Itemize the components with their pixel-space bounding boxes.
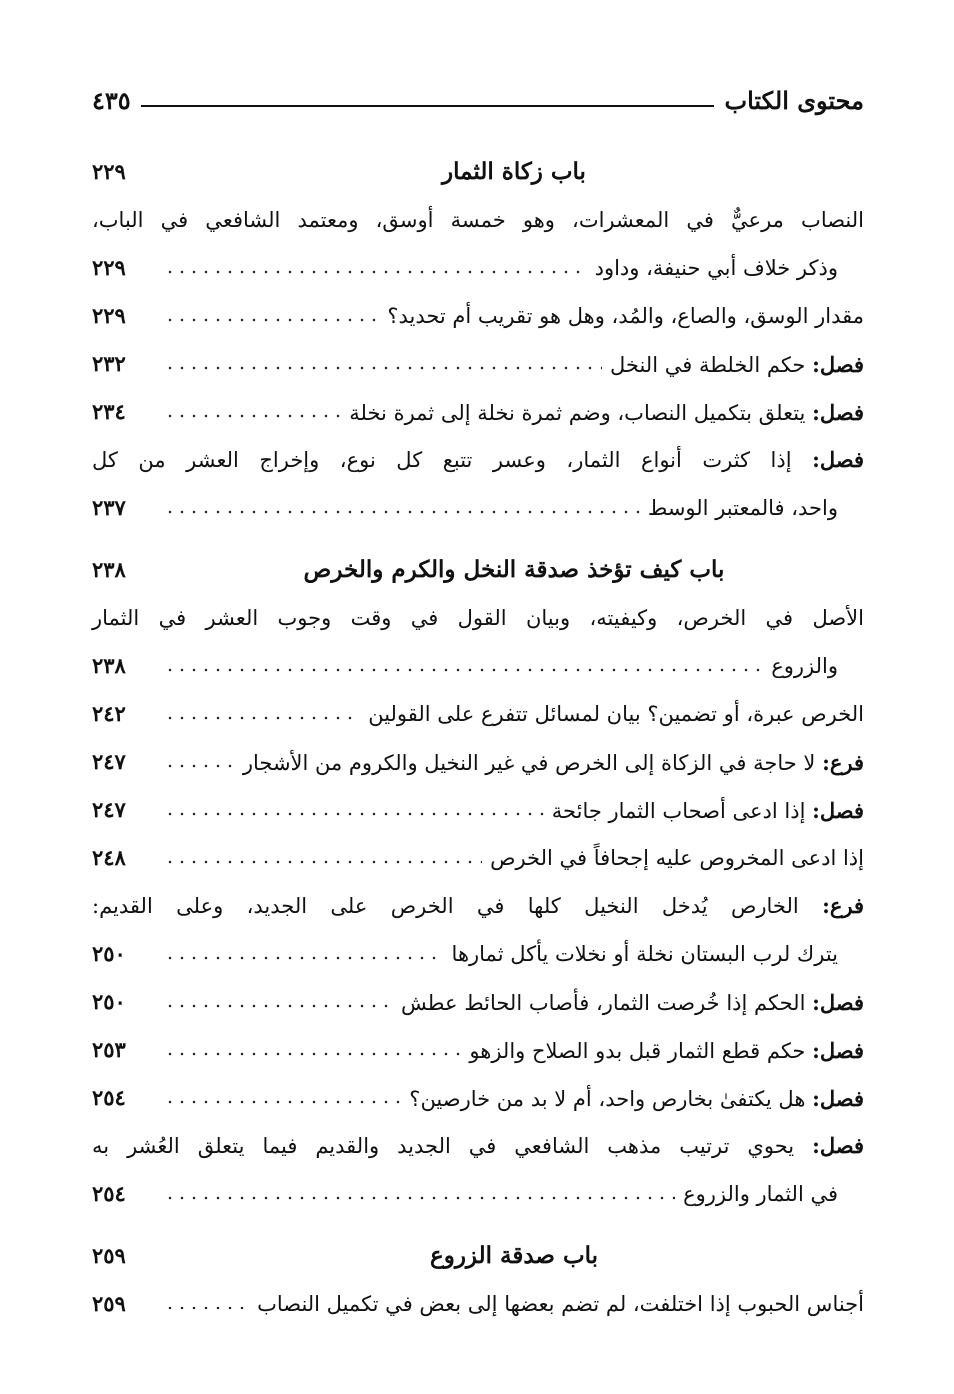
toc-entry-text: يترك لرب البستان نخلة أو نخلات يأكل ثمارها [451,942,838,966]
toc-entry-text: وذكر خلاف أبي حنيفة، وداود [594,256,838,280]
toc-entry-text: الخارص يُدخل النخيل كلها في الخرص على الجديد، وعلى القديم: [92,894,799,918]
toc-entry-line [92,882,864,930]
dot-leader [164,340,602,388]
entry-prefix: فرع: [822,749,864,775]
dot-leader [164,292,379,340]
running-header [92,80,864,120]
toc-entry [92,1280,864,1328]
toc-entry-page: ٢٤٧ [92,797,126,822]
dot-leader [164,786,544,834]
toc-entry-text: أجناس الحبوب إذا اختلفت، لم تضم بعضها إلى بعض في تكميل النصاب [257,1292,864,1316]
toc-entry [92,930,864,978]
header-rule [141,105,715,107]
toc-entry-page: ٢٥٤ [92,1181,126,1206]
header-page-number: ٤٣٥ [92,85,131,115]
toc-entry-text: مقدار الوسق، والصاع، والمُد، وهل هو تقريب أم تحديد؟ [387,304,864,328]
toc-entry-line [92,436,864,484]
section-heading-page: ٢٣٨ [92,557,126,582]
dot-leader [164,1026,461,1074]
toc-entry-text: يحوي ترتيب مذهب الشافعي في الجديد والقديم فيما يتعلق العُشر به [92,1134,795,1158]
entry-prefix: فصل: [812,989,864,1015]
toc-entry-label [235,750,864,775]
toc-entry [92,484,864,532]
dot-leader [164,388,341,436]
toc-entry-label [92,882,864,930]
toc-entry-page: ٢٥٩ [92,1291,126,1316]
toc-entry [92,292,864,340]
toc-entry-line [92,1122,864,1170]
toc-entry-text: الأصل في الخرص، وكيفيته، وبيان القول في وقت وجوب العشر في الثمار [92,606,864,630]
toc-entry-text: حكم الخلطة في النخل [610,352,806,377]
entry-prefix: فصل: [812,399,864,425]
section-heading: باب زكاة الثمار [442,158,586,185]
toc-entry-page: ٢٣٧ [92,495,126,520]
toc-entry-label [92,1122,864,1170]
toc-entry-label [461,1038,864,1063]
toc-entry-page: ٢٣٢ [92,351,126,376]
toc-entry-text: حكم قطع الثمار قبل بدو الصلاح والزهو [469,1038,806,1063]
toc-entry [92,340,864,388]
entry-prefix: فصل: [812,447,864,472]
dot-leader [164,834,482,882]
entry-prefix: فصل: [812,797,864,823]
toc-entry-page: ٢٤٨ [92,845,126,870]
toc-entry-text: الحكم إذا خُرصت الثمار، فأصاب الحائط عطش [400,990,806,1015]
dot-leader [164,484,640,532]
toc-entry-text: في الثمار والزروع [683,1182,838,1206]
toc-entry-label [544,798,864,823]
entry-prefix: فصل: [812,351,864,377]
toc-entry-text: هل يكتفىٰ بخارص واحد، أم لا بد من خارصين؟ [409,1086,806,1111]
toc-entry-page: ٢٤٢ [92,701,126,726]
section-heading: باب كيف تؤخذ صدقة النخل والكرم والخرص [303,556,725,583]
section-heading-page: ٢٥٩ [92,1243,126,1268]
dot-leader [164,1074,401,1122]
toc-entry [92,1074,864,1122]
table-of-contents [92,148,864,1328]
entry-prefix: فصل: [812,1085,864,1111]
toc-entry [92,1026,864,1074]
toc-entry-label [602,352,864,377]
toc-entry-page: ٢٢٩ [92,255,126,280]
toc-entry-line [92,594,864,642]
toc-entry [92,642,864,690]
dot-leader [164,1280,249,1328]
toc-entry-page: ٢٥٤ [92,1085,126,1110]
section-heading: باب صدقة الزروع [429,1242,599,1269]
entry-prefix: فرع: [822,893,864,918]
toc-entry [92,978,864,1026]
toc-entry [92,738,864,786]
toc-entry-page: ٢٣٤ [92,399,126,424]
toc-entry-text: الخرص عبرة، أو تضمين؟ بيان لمسائل تتفرع على القولين [368,702,864,726]
toc-entry [92,690,864,738]
toc-entry-page: ٢٥٠ [92,989,126,1014]
toc-entry-text: إذا ادعى المخروص عليه إجحافاً في الخرص [490,846,864,870]
section-heading-row [92,148,864,196]
toc-entry [92,1170,864,1218]
section-heading-row [92,546,864,594]
dot-leader [164,1170,675,1218]
dot-leader [164,690,360,738]
toc-entry-text: إذا كثرت أنواع الثمار، وعسر تتبع كل نوع، وإخراج العشر من كل [92,448,792,472]
toc-entry-label [401,1086,864,1111]
toc-entry [92,388,864,436]
toc-entry-page: ٢٥٠ [92,941,126,966]
toc-entry-text: والزروع [771,654,838,678]
dot-leader [164,244,587,292]
toc-entry-text: واحد، فالمعتبر الوسط [647,496,838,520]
toc-entry [92,834,864,882]
toc-entry-line [92,196,864,244]
header-title: محتوى الكتاب [724,85,864,115]
toc-entry-label [341,400,864,425]
toc-entry-page: ٢٤٧ [92,749,126,774]
dot-leader [164,738,235,786]
toc-entry-page: ٢٥٣ [92,1037,126,1062]
toc-entry [92,786,864,834]
toc-entry [92,244,864,292]
dot-leader [164,642,763,690]
toc-entry-label [92,436,864,484]
toc-entry-label [393,990,864,1015]
toc-entry-page: ٢٣٨ [92,653,126,678]
toc-entry-text: لا حاجة في الزكاة إلى الخرص في غير النخيل والكروم من الأشجار [242,750,816,775]
toc-entry-text: إذا ادعى أصحاب الثمار جائحة [551,798,806,823]
toc-entry-text: النصاب مرعيٌّ في المعشرات، وهو خمسة أوسق، ومعتمد الشافعي في الباب، [92,208,864,232]
dot-leader [164,930,444,978]
dot-leader [164,978,393,1026]
toc-entry-text: يتعلق بتكميل النصاب، وضم ثمرة نخلة إلى ثمرة نخلة [349,400,806,425]
entry-prefix: فصل: [812,1037,864,1063]
toc-entry-page: ٢٢٩ [92,303,126,328]
entry-prefix: فصل: [812,1133,864,1158]
section-heading-page: ٢٢٩ [92,159,126,184]
section-heading-row [92,1232,864,1280]
